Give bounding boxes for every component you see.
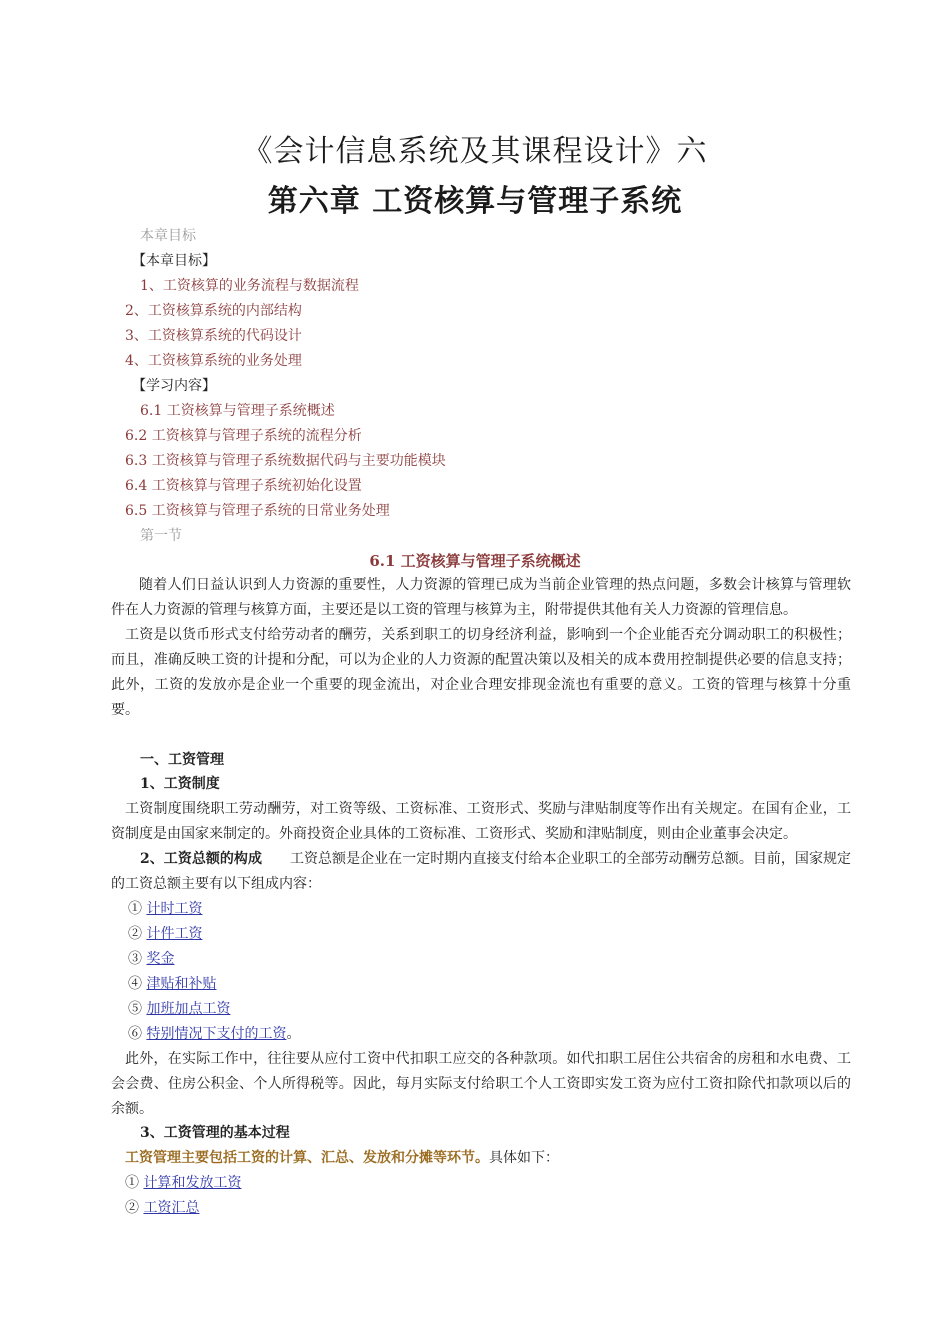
link-wage-summary[interactable]: 工资汇总	[143, 1200, 200, 1216]
process-lead: 工资管理主要包括工资的计算、汇总、发放和分摊等环节。	[125, 1150, 489, 1166]
process-tail: 具体如下：	[489, 1150, 559, 1166]
goals-heading: 【本章目标】	[132, 253, 216, 269]
component-item	[128, 922, 868, 947]
contents-heading: 【学习内容】	[132, 378, 216, 394]
process-item	[125, 1196, 865, 1221]
paragraph-4	[111, 847, 851, 897]
list-number: ②	[125, 1200, 139, 1216]
contents-item-3: 6.3 工资核算与管理子系统数据代码与主要功能模块	[125, 453, 446, 469]
contents-item-1: 6.1 工资核算与管理子系统概述	[140, 403, 335, 419]
paragraph-3: 工资制度围绕职工劳动酬劳，对工资等级、工资标准、工资形式、奖励与津贴制度等作出有关规定。在国有企业，工资制度是由国家来制定的。外商投资企业具体的工资标准、工资形式、奖励和津贴制度，则由企业董事会决定。	[111, 801, 851, 842]
link-bonus[interactable]: 奖金	[146, 951, 175, 967]
list-number: ①	[125, 1175, 139, 1191]
link-piece-wage[interactable]: 计件工资	[146, 926, 203, 942]
paragraph-5: 此外，在实际工作中，往往要从应付工资中代扣职工应交的各种款项。如代扣职工居住公共宿舍的房租和水电费、工会会费、住房公积金、个人所得税等。因此，每月实际支付给职工个人工资即实发工资为应付工资扣除代扣款项以后的余额。	[111, 1051, 851, 1117]
process-item	[125, 1171, 865, 1196]
contents-item-2: 6.2 工资核算与管理子系统的流程分析	[125, 428, 362, 444]
goal-item-2: 2、工资核算系统的内部结构	[125, 303, 302, 319]
goal-item-1: 1、工资核算的业务流程与数据流程	[140, 278, 359, 294]
component-item	[128, 897, 868, 922]
heading-wage-system: 1、工资制度	[140, 776, 220, 792]
list-number: ⑤	[128, 1001, 142, 1017]
link-time-wage[interactable]: 计时工资	[146, 901, 203, 917]
list-number: ⑥	[128, 1026, 142, 1042]
component-item	[128, 972, 868, 997]
link-overtime-wage[interactable]: 加班加点工资	[146, 1001, 231, 1017]
section-title: 6.1 工资核算与管理子系统概述	[369, 552, 581, 570]
list-number: ①	[128, 901, 142, 917]
goal-item-3: 3、工资核算系统的代码设计	[125, 328, 302, 344]
contents-item-4: 6.4 工资核算与管理子系统初始化设置	[125, 478, 362, 494]
paragraph-4-text: 工资总额是企业在一定时期内直接支付给本企业职工的全部劳动酬劳总额。目前，国家规定的工资总额主要有以下组成内容：	[111, 851, 851, 892]
contents-item-5: 6.5 工资核算与管理子系统的日常业务处理	[125, 503, 390, 519]
component-item	[128, 947, 868, 972]
list-tail: 。	[286, 1026, 301, 1042]
link-special-wage[interactable]: 特别情况下支付的工资	[146, 1026, 287, 1042]
link-allowance[interactable]: 津贴和补贴	[146, 976, 217, 992]
section-marker: 第一节	[140, 528, 182, 544]
component-item	[128, 997, 868, 1022]
heading-process: 3、工资管理的基本过程	[140, 1125, 290, 1141]
link-calc-pay[interactable]: 计算和发放工资	[143, 1175, 242, 1191]
document-title: 《会计信息系统及其课程设计》六	[242, 134, 708, 169]
list-number: ②	[128, 926, 142, 942]
list-number: ④	[128, 976, 142, 992]
chapter-title: 第六章 工资核算与管理子系统	[267, 184, 683, 219]
paragraph-6	[125, 1146, 865, 1171]
list-number: ③	[128, 951, 142, 967]
goals-marker: 本章目标	[140, 228, 196, 244]
heading-wage-total: 2、工资总额的构成	[140, 851, 262, 867]
paragraph-1: 随着人们日益认识到人力资源的重要性，人力资源的管理已成为当前企业管理的热点问题，多数会计核算与管理软件在人力资源的管理与核算方面，主要还是以工资的管理与核算为主，附带提供其他有关人力资源的管理信息。	[111, 577, 851, 618]
component-item	[128, 1022, 868, 1047]
goal-item-4: 4、工资核算系统的业务处理	[125, 353, 302, 369]
heading-wage-management: 一、工资管理	[140, 752, 224, 768]
paragraph-2: 工资是以货币形式支付给劳动者的酬劳，关系到职工的切身经济利益，影响到一个企业能否充分调动职工的积极性；而且，准确反映工资的计提和分配，可以为企业的人力资源的配置决策以及相关的成本费用控制提供必要的信息支持；此外，工资的发放亦是企业一个重要的现金流出，对企业合理安排现金流也有重要的意义。工资的管理与核算十分重要。	[111, 627, 851, 718]
